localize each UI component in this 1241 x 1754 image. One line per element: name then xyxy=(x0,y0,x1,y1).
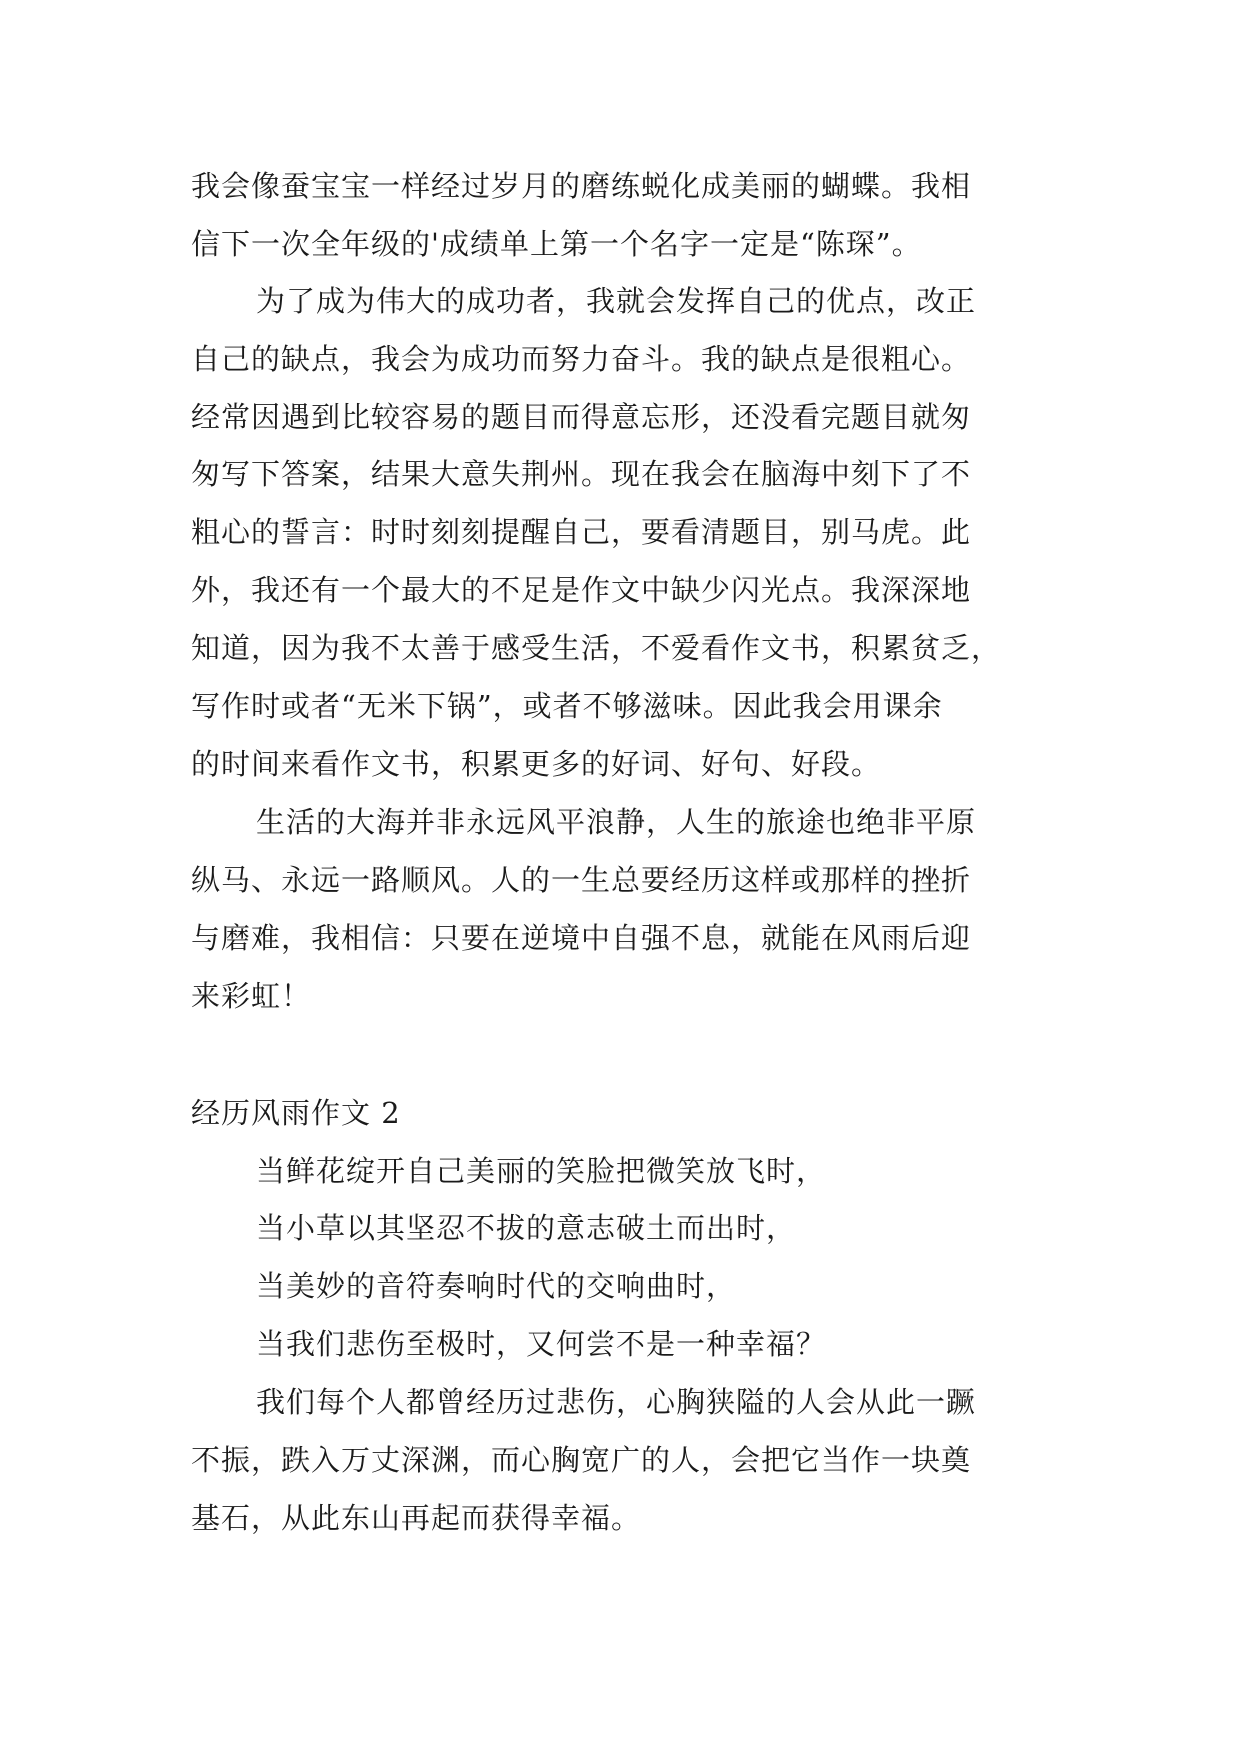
body-line: 经常因遇到比较容易的题目而得意忘形，还没看完题目就匆 xyxy=(191,400,972,434)
paragraph-first-line: 当鲜花绽开自己美丽的笑脸把微笑放飞时， xyxy=(256,1154,827,1188)
body-line: 来彩虹！ xyxy=(191,979,312,1013)
body-line: 写作时或者“无米下锅”，或者不够滋味。因此我会用课余 xyxy=(191,689,943,723)
body-line: 纵马、永远一路顺风。人的一生总要经历这样或那样的挫折 xyxy=(191,863,972,897)
paragraph-first-line: 当美妙的音符奏响时代的交响曲时， xyxy=(256,1269,737,1303)
body-line: 自己的缺点，我会为成功而努力奋斗。我的缺点是很粗心。 xyxy=(191,342,972,376)
body-line: 与磨难，我相信：只要在逆境中自强不息，就能在风雨后迎 xyxy=(191,921,972,955)
body-line: 粗心的誓言：时时刻刻提醒自己，要看清题目，别马虎。此 xyxy=(191,515,972,549)
body-line: 基石，从此东山再起而获得幸福。 xyxy=(191,1501,642,1535)
body-line: 我会像蚕宝宝一样经过岁月的磨练蜕化成美丽的蝴蝶。我相 xyxy=(191,169,972,203)
body-line: 外，我还有一个最大的不足是作文中缺少闪光点。我深深地 xyxy=(191,573,972,607)
paragraph-first-line: 我们每个人都曾经历过悲伤，心胸狭隘的人会从此一蹶 xyxy=(256,1385,977,1419)
paragraph-first-line: 为了成为伟大的成功者，我就会发挥自己的优点，改正 xyxy=(256,284,977,318)
paragraph-first-line: 当我们悲伤至极时，又何尝不是一种幸福？ xyxy=(256,1327,827,1361)
body-line: 不振，跌入万丈深渊，而心胸宽广的人，会把它当作一块奠 xyxy=(191,1443,972,1477)
body-line: 的时间来看作文书，积累更多的好词、好句、好段。 xyxy=(191,747,882,781)
body-line: 知道，因为我不太善于感受生活，不爱看作文书，积累贫乏， xyxy=(191,631,1002,665)
body-line: 信下一次全年级的'成绩单上第一个名字一定是“陈琛”。 xyxy=(191,227,922,261)
section-heading: 经历风雨作文 2 xyxy=(191,1096,401,1130)
body-line: 匆写下答案，结果大意失荆州。现在我会在脑海中刻下了不 xyxy=(191,457,972,491)
paragraph-first-line: 生活的大海并非永远风平浪静，人生的旅途也绝非平原 xyxy=(256,805,977,839)
paragraph-first-line: 当小草以其坚忍不拔的意志破土而出时， xyxy=(256,1211,797,1245)
